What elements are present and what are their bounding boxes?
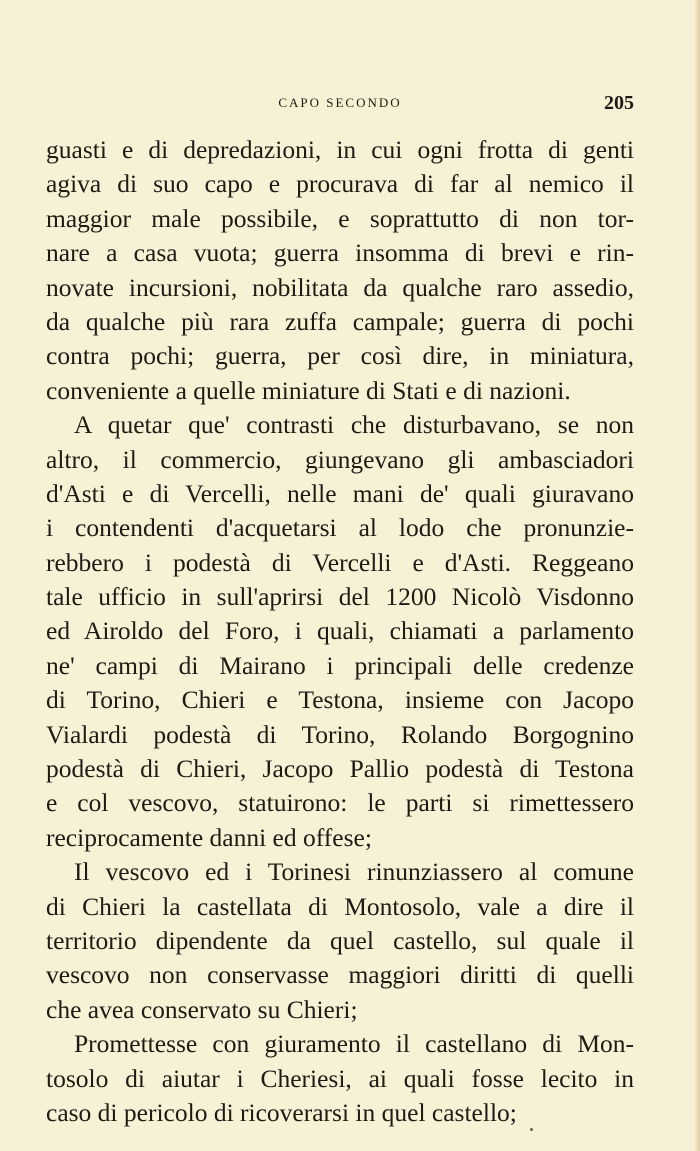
page-number: 205 [604,92,634,114]
text-line: nare a casa vuota; guerra insomma di brevi e rin- [46,238,634,268]
text-line: di Chieri la castellata di Montosolo, vale a dire il [46,891,634,921]
text-line: reciprocamente danni ed offese; [46,822,372,852]
text-line: novate incursioni, nobilitata da qualche raro assedio, [46,272,634,302]
text-line: Vialardi podestà di Torino, Rolando Borgognino [46,719,634,749]
text-line: da qualche più rara zuffa campale; guerra di pochi [46,306,634,336]
text-line: conveniente a quelle miniature di Stati e di nazioni. [46,375,571,405]
text-line: i contendenti d'acquetarsi al lodo che pronunzie- [46,513,634,543]
text-line: e col vescovo, statuirono: le parti si rimettessero [46,788,634,818]
text-line: rebbero i podestà di Vercelli e d'Asti. Reggeano [46,547,634,577]
text-line: agiva di suo capo e procurava di far al nemico il [46,169,634,199]
text-line: territorio dipendente da quel castello, sul quale il [46,925,634,955]
text-line: che avea conservato su Chieri; [46,994,358,1024]
text-line: ed Airoldo del Foro, i quali, chiamati a parlamento [46,616,634,646]
text-line: Il vescovo ed i Torinesi rinunziassero al comune [74,857,634,887]
text-line: A quetar que' contrasti che disturbavano, se non [74,410,634,440]
text-line: tosolo di aiutar i Cheriesi, ai quali fosse lecito in [46,1063,634,1093]
text-line: altro, il commercio, giungevano gli ambasciadori [46,444,634,474]
running-title: CAPO SECONDO [278,95,402,110]
body-text [46,133,634,1130]
text-line: ne' campi di Mairano i principali delle credenze [46,650,634,680]
text-line: Promettesse con giuramento il castellano di Mon- [74,1029,634,1059]
text-line: maggior male possibile, e soprattutto di non tor- [46,203,634,233]
text-line: di Torino, Chieri e Testona, insieme con Jacopo [46,685,634,715]
text-line: d'Asti e di Vercelli, nelle mani de' quali giuravano [46,478,634,508]
page-header [46,90,634,116]
text-line: contra pochi; guerra, per così dire, in miniatura, [46,341,634,371]
text-line: vescovo non conservasse maggiori diritti di quelli [46,960,634,990]
text-line: guasti e di depredazioni, in cui ogni frotta di genti [46,135,634,164]
page-edge-shadow [694,0,700,1151]
text-line: podestà di Chieri, Jacopo Pallio podestà di Testona [46,754,634,784]
print-speck [530,1128,533,1131]
text-line: caso di pericolo di ricoverarsi in quel castello; [46,1097,517,1127]
text-line: tale ufficio in sull'aprirsi del 1200 Nicolò Visdonno [46,582,634,612]
